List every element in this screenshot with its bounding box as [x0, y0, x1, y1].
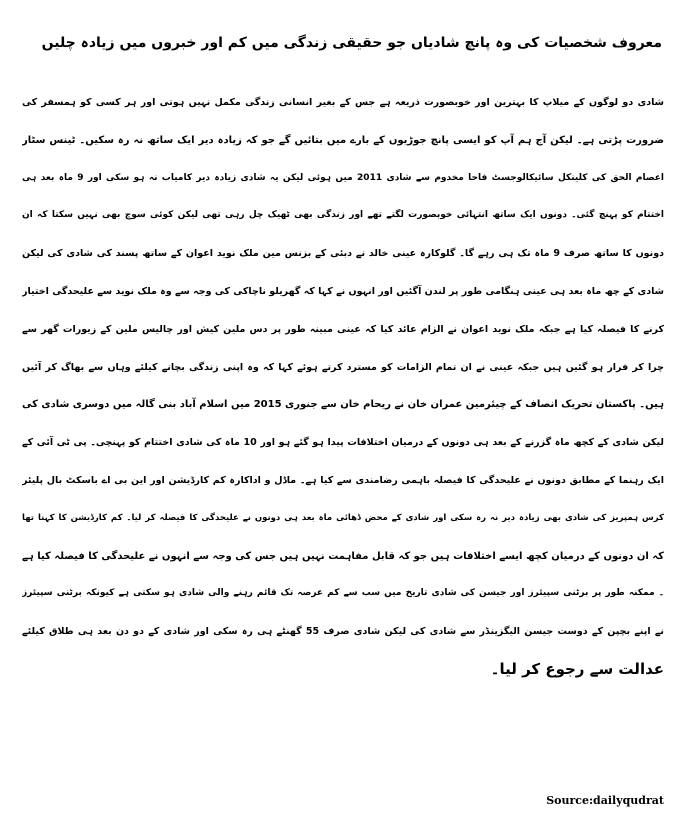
body-line: شادی دو لوگوں کے میلاپ کا بہترین اور خوبصورت ذریعہ ہے جس کے بغیر انسانی زندگی مکمل نہیں ہوتی اور ہر کسی کو ہمسفر کی: [22, 97, 664, 108]
body-line: کہ ان دونوں کے درمیان کچھ ایسے اختلافات ہیں جو کہ قابل مفاہمت نہیں ہیں جس کی وجہ سے انہوں نے علیحدگی کا فیصلہ کیا ہے: [22, 550, 664, 562]
body-line: ہیں۔ پاکستان تحریک انصاف کے چیئرمین عمران خان نے ریحام خان سے جنوری 2015 میں اسلام آباد بنی گالہ میں دوسری شادی کی: [22, 399, 664, 411]
body-line: نے اپنے بچپن کے دوست جیسن الیگزینڈر سے شادی کی لیکن شادی صرف 55 گھنٹے ہی رہ سکی اور شادی کے دو دن بعد ہی طلاق کیلئے: [22, 626, 664, 638]
body-line: ضرورت پڑتی ہے۔ لیکن آج ہم آپ کو ایسی پانچ جوڑیوں کے بارے میں بتائیں گے جو کہ زیادہ دیر ایک ساتھ نہ رہ سکیں۔ ٹینس سٹار: [22, 134, 664, 146]
body-line-last: عدالت سے رجوع کر لیا۔: [490, 659, 664, 678]
body-line: دونوں کا ساتھ صرف 9 ماہ تک ہی رہے گا۔ گلوکارہ عینی خالد نے دبئی کے بزنس مین ملک نوید اعوان کے ساتھ پسند کی شادی کی لیکن: [22, 248, 664, 260]
body-line: لیکن شادی کے کچھ ماہ گزرنے کے بعد ہی دونوں کے درمیان اختلافات پیدا ہو گئے ہو اور 10 ماہ کی شادی اختتام کو پہنچی۔ پی ٹی آئی کے: [22, 437, 664, 449]
body-line: شادی کے چھ ماہ بعد ہی عینی ہنگامی طور پر لندن آگئیں اور انہوں نے کہا کہ گھریلو ناچاکی کی وجہ سے وہ ملک نوید سے علیحدگی اختیار: [22, 285, 664, 297]
body-line: اختتام کو پہنچ گئی۔ دونوں ایک ساتھ انتہائی خوبصورت لگتے تھے اور زندگی بھی ٹھیک چل رہی تھی لیکن کوئی سوچ بھی نہیں سکتا کہ ان: [22, 210, 664, 221]
body-line: ۔ ممکنہ طور پر برٹنی سپیئرز اور جیسن کی شادی تاریخ میں سب سے کم عرصہ تک قائم رہنے والی شادی ہو سکتی ہے کیونکہ برٹنی سپیئرز: [22, 588, 664, 599]
body-line: اعصام الحق کی کلینکل سائیکالوجسٹ فاحا مخدوم سے شادی 2011 میں ہوئی لیکن یہ شادی زیادہ دیر کامیاب نہ ہو سکی اور 9 ماہ بعد ہی: [22, 172, 664, 183]
body-line: ایک رہنما کے مطابق دونوں نے علیحدگی کا فیصلہ باہمی رضامندی سے کیا ہے۔ ماڈل و اداکارہ کم کارڈیشن اور این بی اے باسکٹ بال پلیئر: [22, 474, 664, 486]
body-line: کرنے کا فیصلہ کیا ہے جبکہ ملک نوید اعوان نے الزام عائد کیا کہ عینی مبینہ طور پر دس ملین کیش اور چالیس ملین کے زیورات گھر سے: [22, 323, 664, 335]
article-body: [22, 84, 664, 689]
body-line: کرس ہمپریز کی شادی بھی زیادہ دیر نہ رہ سکی اور شادی کے محض ڈھائی ماہ بعد ہی دونوں نے علیحدگی کا فیصلہ کر لیا۔ کم کارڈیشن کا کہنا تھا: [22, 512, 664, 523]
body-line: چرا کر فرار ہو گئیں ہیں جبکہ عینی نے ان تمام الزامات کو مسترد کرتے ہوئے کہا کہ وہ اپنی زندگی بچانے کیلئے وہاں سے بھاگ کر آئیں: [22, 361, 664, 373]
source-credit: Source:dailyqudrat: [546, 794, 664, 807]
article-title: معروف شخصیات کی وہ پانچ شادیاں جو حقیقی زندگی میں کم اور خبروں میں زیادہ چلیں: [41, 35, 662, 51]
